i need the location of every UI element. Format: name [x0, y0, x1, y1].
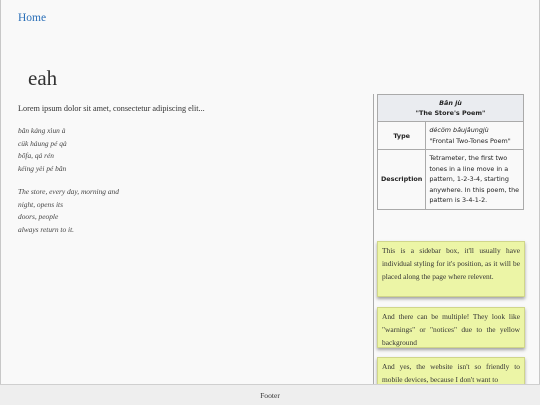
footer: Footer — [0, 384, 540, 405]
poem-line: bân káng xìun à — [18, 126, 66, 135]
poem-line: always return to it. — [18, 224, 74, 234]
poem-translation — [18, 186, 119, 236]
infobox-subtitle: "The Store's Poem" — [415, 109, 486, 117]
infobox-type-value — [426, 122, 524, 150]
page-title: eah — [28, 66, 58, 90]
infobox-description-value: Tetrameter, the first two tones in a line move in a pattern, 1-2-3-4, starting anywhere. In this poem, the pattern is 3-4-1-2. — [426, 150, 524, 210]
intro-text: Lorem ipsum dolor sit amet, consectetur adipiscing elit... — [18, 104, 205, 113]
infobox-type-native: décöm bâujâungjù — [429, 126, 489, 134]
poem-original — [18, 125, 67, 175]
infobox-type-english: "Frontal Two-Tones Poem" — [429, 136, 511, 145]
poem-line: night, opens its — [18, 199, 63, 209]
home-link[interactable]: Home — [18, 12, 47, 24]
infobox-description-label: Description — [378, 150, 426, 210]
infobox-type-label: Type — [378, 122, 426, 150]
infobox — [377, 94, 524, 210]
poem-line: doors, people — [18, 212, 59, 222]
sidebar-note: This is a sidebar box, it'll usually have individual styling for it's position, as it will be placed along the page where relevent. — [377, 241, 525, 297]
poem-line: bõfa, qá rén — [18, 151, 54, 161]
infobox-name: Bân jù — [439, 99, 462, 107]
sidebar-note: And there can be multiple! They look like "warnings" or "notices" due to the yellow background — [377, 307, 525, 348]
infobox-caption — [378, 95, 524, 122]
column-divider — [373, 94, 374, 384]
poem-line: cük háung pé qà — [18, 138, 67, 148]
sidebar-note: And yes, the website isn't so friendly to mobile devices, because I don't want to — [377, 357, 525, 384]
poem-line: kéing yèi pé bân — [18, 163, 67, 173]
poem-line: The store, every day, morning and — [18, 187, 119, 196]
